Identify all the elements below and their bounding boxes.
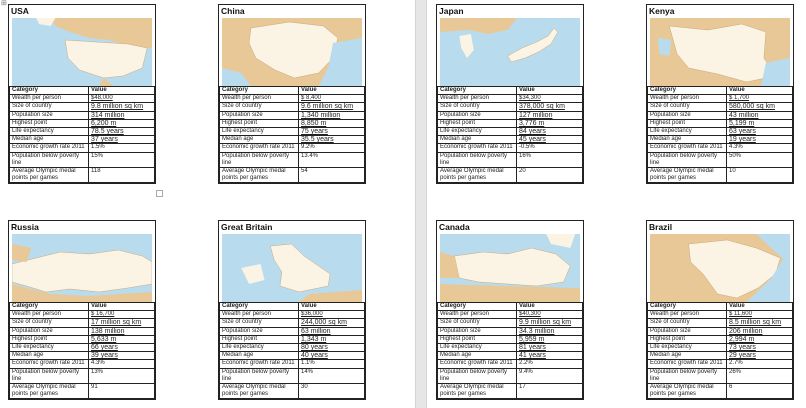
table-row [10, 136, 155, 144]
row-label: Size of country [648, 103, 727, 111]
header-category: Category [648, 303, 727, 311]
row-value: 20 [517, 168, 583, 183]
row-label: Life expectancy [220, 128, 299, 136]
table-header-row [10, 87, 155, 95]
table-row [220, 344, 365, 352]
row-value: 43 million [727, 111, 793, 119]
row-value: 34.3 million [517, 327, 583, 335]
country-card-kenya [646, 4, 794, 184]
table-row [648, 360, 793, 368]
row-label: Wealth per person [220, 95, 299, 103]
row-value: 9.2% [299, 144, 365, 152]
table-row [648, 327, 793, 335]
row-label: Highest point [10, 335, 89, 343]
row-value: $34,300 [517, 95, 583, 103]
row-value: 14% [299, 368, 365, 383]
row-label: Median age [10, 352, 89, 360]
china-map [222, 18, 362, 86]
table-row [10, 168, 155, 183]
country-stats-table [9, 86, 155, 183]
row-label: Economic growth rate 2011 [648, 144, 727, 152]
row-value: 9.9 million sq km [517, 319, 583, 327]
country-name: Brazil [649, 222, 673, 232]
row-value: 26% [727, 368, 793, 383]
table-header-row [10, 303, 155, 311]
row-label: Median age [648, 352, 727, 360]
table-header-row [438, 303, 583, 311]
table-row [220, 111, 365, 119]
table-row [220, 103, 365, 111]
table-row [648, 95, 793, 103]
table-row [10, 95, 155, 103]
row-value: 10 [727, 168, 793, 183]
map-image [650, 18, 790, 86]
table-row [10, 352, 155, 360]
map-image [440, 18, 580, 86]
row-label: Economic growth rate 2011 [438, 360, 517, 368]
row-value: 1.1% [299, 360, 365, 368]
table-row [438, 95, 583, 103]
row-value: 54 [299, 168, 365, 183]
row-value: 63 million [299, 327, 365, 335]
canada-map [440, 234, 580, 302]
row-value: 91 [89, 384, 155, 399]
country-stats-table [219, 302, 365, 399]
row-label: Wealth per person [10, 311, 89, 319]
row-label: Size of country [648, 319, 727, 327]
row-label: Population below poverty line [220, 152, 299, 167]
table-row [438, 384, 583, 399]
table-row [438, 119, 583, 127]
table-row [220, 128, 365, 136]
table-row [648, 152, 793, 167]
table-row [438, 319, 583, 327]
row-label: Population below poverty line [220, 368, 299, 383]
row-label: Life expectancy [438, 344, 517, 352]
row-value: 378,000 sq km [517, 103, 583, 111]
map-image [650, 234, 790, 302]
table-row [10, 144, 155, 152]
row-label: Highest point [648, 335, 727, 343]
kenya-map [650, 18, 790, 86]
row-value: 41 years [517, 352, 583, 360]
row-label: Population size [648, 111, 727, 119]
country-name: Canada [439, 222, 470, 232]
header-category: Category [220, 87, 299, 95]
row-value: 2.7% [727, 360, 793, 368]
country-stats-table [9, 302, 155, 399]
table-row [648, 335, 793, 343]
north-america-map [12, 18, 152, 86]
row-label: Size of country [10, 103, 89, 111]
table-row [648, 128, 793, 136]
table-row [220, 136, 365, 144]
row-label: Population size [438, 327, 517, 335]
row-value: 8.5 million sq km [727, 319, 793, 327]
row-value: 35.5 years [299, 136, 365, 144]
table-row [10, 119, 155, 127]
header-category: Category [220, 303, 299, 311]
table-row [438, 136, 583, 144]
row-value: $40,300 [517, 311, 583, 319]
header-value: Value [89, 87, 155, 95]
table-row [10, 327, 155, 335]
row-label: Life expectancy [220, 344, 299, 352]
row-label: Wealth per person [10, 95, 89, 103]
map-image [12, 234, 152, 302]
table-move-handle-icon[interactable]: ⊞ [1, 0, 7, 7]
row-label: Life expectancy [648, 128, 727, 136]
header-value: Value [89, 303, 155, 311]
row-label: Median age [648, 136, 727, 144]
header-category: Category [438, 303, 517, 311]
country-name: Japan [439, 6, 464, 16]
row-label: Life expectancy [10, 128, 89, 136]
table-row [10, 335, 155, 343]
row-label: Size of country [220, 319, 299, 327]
header-value: Value [517, 303, 583, 311]
country-name: Great Britain [221, 222, 273, 232]
row-label: Highest point [10, 119, 89, 127]
row-value: $36,000 [299, 311, 365, 319]
row-value: 45 years [517, 136, 583, 144]
table-header-row [648, 87, 793, 95]
row-label: Average Olympic medal points per games [220, 384, 299, 399]
row-label: Wealth per person [438, 311, 517, 319]
row-value: 4.3% [89, 360, 155, 368]
row-value: 118 [89, 168, 155, 183]
row-value: 9.6 million sq km [299, 103, 365, 111]
table-row [438, 368, 583, 383]
table-row [438, 327, 583, 335]
table-row [220, 311, 365, 319]
row-value: 6,200 m [89, 119, 155, 127]
table-row [438, 335, 583, 343]
great-britain-map [222, 234, 362, 302]
row-label: Median age [10, 136, 89, 144]
table-row [438, 144, 583, 152]
country-name: Russia [11, 222, 39, 232]
row-value: $ 8,400 [299, 95, 365, 103]
row-label: Average Olympic medal points per games [648, 168, 727, 183]
table-row [438, 152, 583, 167]
table-row [220, 168, 365, 183]
table-row [10, 360, 155, 368]
country-card-russia [8, 220, 156, 400]
row-value: 19 years [727, 136, 793, 144]
header-value: Value [299, 87, 365, 95]
row-value: $ 11,600 [727, 311, 793, 319]
row-value: 16% [517, 152, 583, 167]
row-value: $ 16,700 [89, 311, 155, 319]
row-label: Highest point [220, 335, 299, 343]
row-value: 73 years [727, 344, 793, 352]
row-value: 81 years [517, 344, 583, 352]
header-category: Category [438, 87, 517, 95]
table-row [648, 319, 793, 327]
map-image [440, 234, 580, 302]
table-row [220, 335, 365, 343]
row-label: Wealth per person [438, 95, 517, 103]
row-label: Economic growth rate 2011 [10, 144, 89, 152]
row-label: Population size [438, 111, 517, 119]
header-value: Value [727, 87, 793, 95]
row-value: 8,850 m [299, 119, 365, 127]
row-value: 244,000 sq km [299, 319, 365, 327]
row-label: Wealth per person [648, 311, 727, 319]
table-row [220, 352, 365, 360]
row-value: 138 million [89, 327, 155, 335]
table-row [220, 384, 365, 399]
table-row [648, 144, 793, 152]
country-card-great-britain [218, 220, 366, 400]
row-label: Highest point [438, 335, 517, 343]
table-row [648, 119, 793, 127]
row-label: Population below poverty line [10, 152, 89, 167]
japan-map [440, 18, 580, 86]
row-label: Population size [10, 111, 89, 119]
country-card-japan [436, 4, 584, 184]
row-label: Population size [220, 111, 299, 119]
row-value: 2,994 m [727, 335, 793, 343]
table-row [648, 168, 793, 183]
row-label: Median age [220, 352, 299, 360]
table-row [220, 319, 365, 327]
table-row [10, 384, 155, 399]
table-row [220, 119, 365, 127]
table-row [648, 352, 793, 360]
row-value: 29 years [727, 352, 793, 360]
page-gap [415, 0, 427, 408]
table-header-row [438, 87, 583, 95]
map-image [222, 234, 362, 302]
row-label: Average Olympic medal points per games [10, 384, 89, 399]
row-label: Population below poverty line [648, 152, 727, 167]
table-row [10, 111, 155, 119]
row-label: Average Olympic medal points per games [648, 384, 727, 399]
row-label: Life expectancy [648, 344, 727, 352]
row-value: 6 [727, 384, 793, 399]
row-value: 5,959 m [517, 335, 583, 343]
row-value: 9.8 million sq km [89, 103, 155, 111]
row-label: Highest point [220, 119, 299, 127]
row-value: 78.5 years [89, 128, 155, 136]
table-row [10, 128, 155, 136]
table-resize-handle[interactable] [156, 190, 163, 197]
row-value: 1,343 m [299, 335, 365, 343]
row-label: Highest point [648, 119, 727, 127]
row-value: 75 years [299, 128, 365, 136]
row-label: Population size [220, 327, 299, 335]
table-row [438, 311, 583, 319]
country-stats-table [219, 86, 365, 183]
row-label: Median age [438, 352, 517, 360]
row-value: 127 million [517, 111, 583, 119]
row-label: Economic growth rate 2011 [220, 360, 299, 368]
row-label: Median age [220, 136, 299, 144]
row-value: 40 years [299, 352, 365, 360]
table-row [438, 103, 583, 111]
country-card-usa [8, 4, 156, 184]
table-row [220, 368, 365, 383]
country-card-brazil [646, 220, 794, 400]
table-row [648, 311, 793, 319]
table-row [438, 111, 583, 119]
row-value: 4.3% [727, 144, 793, 152]
table-row [438, 128, 583, 136]
country-name: USA [11, 6, 29, 16]
row-label: Population size [648, 327, 727, 335]
row-label: Average Olympic medal points per games [438, 384, 517, 399]
country-card-china [218, 4, 366, 184]
row-value: 66 years [89, 344, 155, 352]
row-value: 84 years [517, 128, 583, 136]
row-value: 9.4% [517, 368, 583, 383]
row-label: Population size [10, 327, 89, 335]
row-value: 30 [299, 384, 365, 399]
country-name: Kenya [649, 6, 675, 16]
table-row [648, 384, 793, 399]
table-row [648, 344, 793, 352]
row-value: $ 1,700 [727, 95, 793, 103]
row-value: 13.4% [299, 152, 365, 167]
row-value: 37 years [89, 136, 155, 144]
header-value: Value [517, 87, 583, 95]
row-label: Size of country [438, 319, 517, 327]
row-label: Life expectancy [438, 128, 517, 136]
row-value: $48,000 [89, 95, 155, 103]
country-name: China [221, 6, 245, 16]
table-row [10, 311, 155, 319]
table-row [220, 360, 365, 368]
row-value: 80 years [299, 344, 365, 352]
table-row [648, 136, 793, 144]
row-label: Population below poverty line [10, 368, 89, 383]
table-row [10, 344, 155, 352]
row-label: Size of country [10, 319, 89, 327]
table-row [10, 319, 155, 327]
map-image [222, 18, 362, 86]
header-category: Category [648, 87, 727, 95]
row-value: 1.5% [89, 144, 155, 152]
table-row [220, 152, 365, 167]
row-label: Population below poverty line [648, 368, 727, 383]
country-stats-table [647, 86, 793, 183]
row-label: Economic growth rate 2011 [648, 360, 727, 368]
row-label: Median age [438, 136, 517, 144]
country-stats-table [437, 302, 583, 399]
row-label: Average Olympic medal points per games [220, 168, 299, 183]
country-card-canada [436, 220, 584, 400]
row-value: 13% [89, 368, 155, 383]
row-label: Life expectancy [10, 344, 89, 352]
row-label: Population below poverty line [438, 368, 517, 383]
header-value: Value [299, 303, 365, 311]
header-category: Category [10, 87, 89, 95]
row-label: Wealth per person [648, 95, 727, 103]
row-value: 1,340 million [299, 111, 365, 119]
row-label: Economic growth rate 2011 [220, 144, 299, 152]
table-header-row [220, 303, 365, 311]
table-header-row [648, 303, 793, 311]
header-category: Category [10, 303, 89, 311]
russia-map [12, 234, 152, 302]
row-label: Average Olympic medal points per games [438, 168, 517, 183]
country-stats-table [437, 86, 583, 183]
row-value: 17 million sq km [89, 319, 155, 327]
table-row [220, 95, 365, 103]
table-row [10, 152, 155, 167]
table-row [10, 103, 155, 111]
brazil-map [650, 234, 790, 302]
row-value: 63 years [727, 128, 793, 136]
row-label: Economic growth rate 2011 [10, 360, 89, 368]
row-label: Average Olympic medal points per games [10, 168, 89, 183]
row-value: -0.5% [517, 144, 583, 152]
table-row [220, 144, 365, 152]
country-stats-table [647, 302, 793, 399]
row-value: 3,776 m [517, 119, 583, 127]
row-value: 50% [727, 152, 793, 167]
row-label: Size of country [220, 103, 299, 111]
row-label: Population below poverty line [438, 152, 517, 167]
table-row [10, 368, 155, 383]
row-label: Size of country [438, 103, 517, 111]
row-value: 39 years [89, 352, 155, 360]
row-value: 206 million [727, 327, 793, 335]
row-value: 5,199 m [727, 119, 793, 127]
table-row [648, 103, 793, 111]
table-row [438, 352, 583, 360]
table-row [438, 168, 583, 183]
header-value: Value [727, 303, 793, 311]
table-header-row [220, 87, 365, 95]
map-image [12, 18, 152, 86]
row-value: 580,000 sq km [727, 103, 793, 111]
row-value: 17 [517, 384, 583, 399]
row-value: 15% [89, 152, 155, 167]
table-row [438, 344, 583, 352]
table-row [648, 111, 793, 119]
row-label: Highest point [438, 119, 517, 127]
row-value: 2.2% [517, 360, 583, 368]
row-label: Wealth per person [220, 311, 299, 319]
table-row [648, 368, 793, 383]
table-row [220, 327, 365, 335]
row-value: 5,633 m [89, 335, 155, 343]
row-value: 314 million [89, 111, 155, 119]
row-label: Economic growth rate 2011 [438, 144, 517, 152]
table-row [438, 360, 583, 368]
